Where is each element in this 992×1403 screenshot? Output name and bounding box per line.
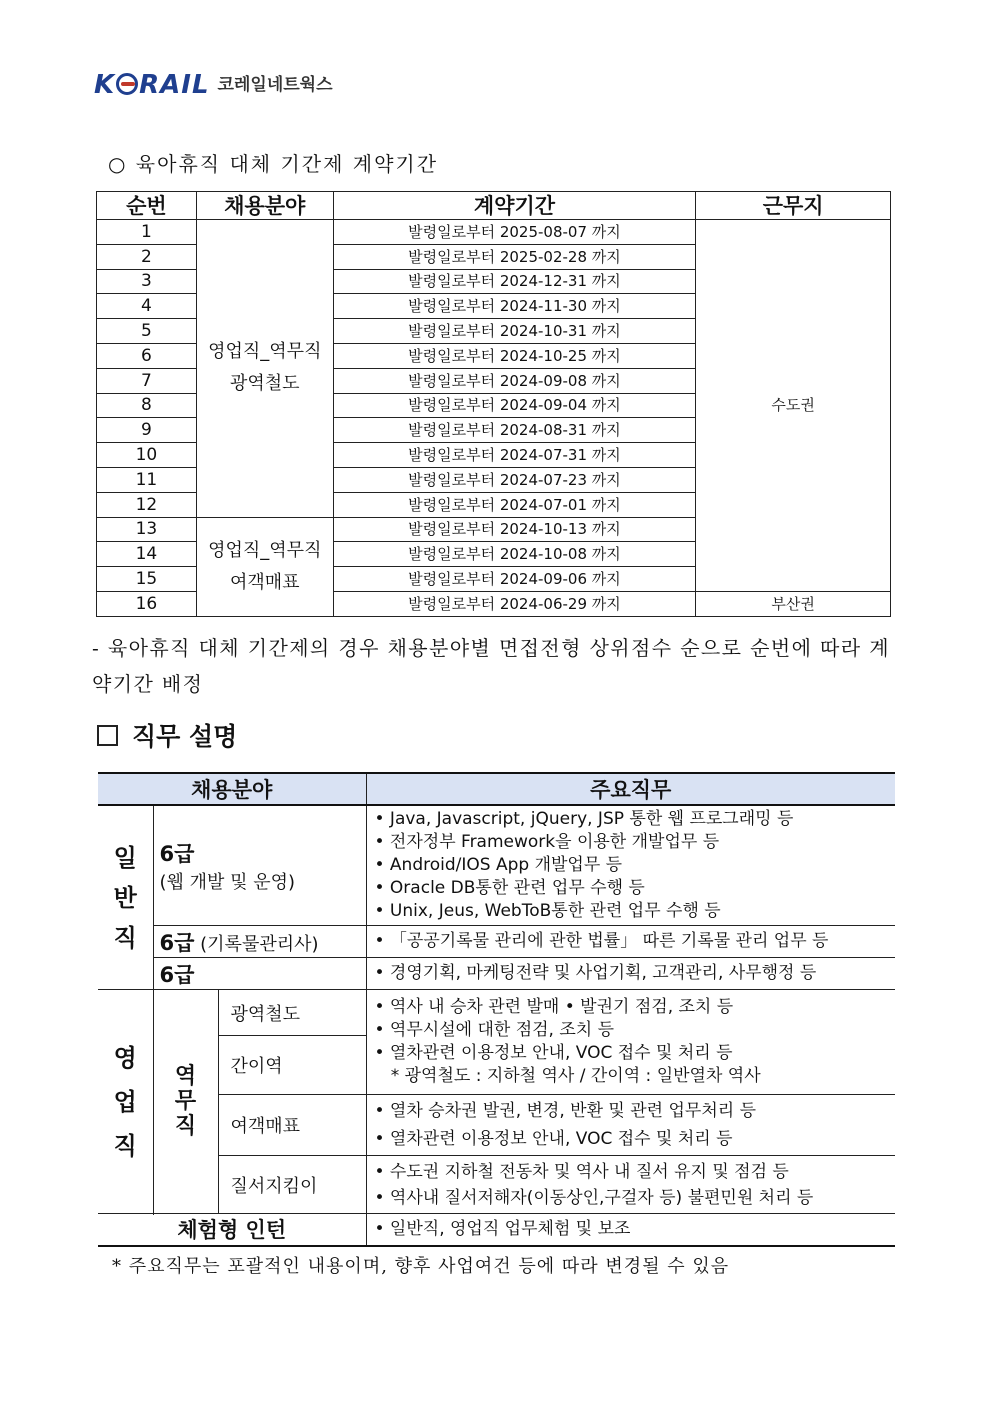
contract-period: 발령일로부터 2024-07-23 까지 bbox=[333, 467, 696, 492]
table-row bbox=[97, 220, 891, 245]
row-number: 16 bbox=[97, 591, 197, 616]
location-busan: 부산권 bbox=[696, 591, 891, 616]
col-header-field: 채용분야 bbox=[196, 192, 333, 220]
contract-period: 발령일로부터 2024-11-30 까지 bbox=[333, 294, 696, 319]
table-row bbox=[98, 990, 895, 1036]
ticketing-duties: • 열차 승차권 발권, 변경, 반환 및 관련 업무처리 등 • 열차관련 이용정보 안내, VOC 접수 및 처리 등 bbox=[366, 1095, 895, 1156]
contract-period: 발령일로부터 2024-10-08 까지 bbox=[333, 542, 696, 567]
general-records-duties: • 「공공기록물 관리에 관한 법률」 따른 기록물 관리 업무 등 bbox=[366, 926, 895, 958]
col-header-duties: 주요직무 bbox=[366, 773, 895, 805]
intern-label: 체험형 인턴 bbox=[98, 1214, 366, 1246]
footnote: * 주요직무는 포괄적인 내용이며, 향후 사업여건 등에 따라 변경될 수 있음 bbox=[112, 1256, 730, 1277]
row-number: 14 bbox=[97, 542, 197, 567]
table-row bbox=[98, 926, 895, 958]
metro-station-duties: • 역사 내 승차 관련 발매 • 발권기 점검, 조치 등 • 역무시설에 대한 점검, 조치 등 • 열차관련 이용정보 안내, VOC 접수 및 처리 등 * 광역철도 : 지하철 역사 / 간이역 : 일반열차 역사 bbox=[366, 990, 895, 1095]
logo-o-icon bbox=[116, 73, 138, 95]
table-row bbox=[98, 958, 895, 990]
contract-period: 발령일로부터 2025-02-28 까지 bbox=[333, 244, 696, 269]
row-number: 7 bbox=[97, 368, 197, 393]
contract-period: 발령일로부터 2025-08-07 까지 bbox=[333, 220, 696, 245]
company-logo bbox=[94, 70, 333, 100]
contract-period: 발령일로부터 2024-07-01 까지 bbox=[333, 492, 696, 517]
category-order-keeper: 질서지킴이 bbox=[218, 1156, 366, 1214]
row-number: 8 bbox=[97, 393, 197, 418]
col-header-no: 순번 bbox=[97, 192, 197, 220]
category-ticketing: 여객매표 bbox=[218, 1095, 366, 1156]
sales-job-label: 영 업 직 bbox=[98, 990, 153, 1214]
col-header-location: 근무지 bbox=[696, 192, 891, 220]
row-number: 5 bbox=[97, 319, 197, 344]
row-number: 15 bbox=[97, 567, 197, 592]
contract-period: 발령일로부터 2024-09-08 까지 bbox=[333, 368, 696, 393]
table-row bbox=[98, 1214, 895, 1246]
table-row bbox=[98, 1156, 895, 1214]
general-admin-duties: • 경영기획, 마케팅전략 및 사업기획, 고객관리, 사무행정 등 bbox=[366, 958, 895, 990]
contract-period-table bbox=[96, 191, 891, 617]
row-number: 2 bbox=[97, 244, 197, 269]
row-number: 10 bbox=[97, 443, 197, 468]
row-number: 4 bbox=[97, 294, 197, 319]
col-header-field: 채용분야 bbox=[98, 773, 366, 805]
job-section-title-text: 직무 설명 bbox=[132, 722, 238, 751]
contract-period: 발령일로부터 2024-08-31 까지 bbox=[333, 418, 696, 443]
contract-section-title: ○ 육아휴직 대체 기간제 계약기간 bbox=[108, 152, 439, 176]
category-metro-rail: 광역철도 bbox=[218, 990, 366, 1036]
table-row bbox=[98, 1095, 895, 1156]
korail-logo-mark: K RAIL bbox=[94, 70, 210, 100]
row-number: 13 bbox=[97, 517, 197, 542]
contract-period: 발령일로부터 2024-07-31 까지 bbox=[333, 443, 696, 468]
row-number: 1 bbox=[97, 220, 197, 245]
contract-period: 발령일로부터 2024-09-06 까지 bbox=[333, 567, 696, 592]
row-number: 3 bbox=[97, 269, 197, 294]
contract-period: 발령일로부터 2024-06-29 까지 bbox=[333, 591, 696, 616]
row-number: 9 bbox=[97, 418, 197, 443]
general-job-label: 일 반 직 bbox=[98, 805, 153, 990]
order-keeper-duties: • 수도권 지하철 전동차 및 역사 내 질서 유지 및 점검 등 • 역사내 질서저해자(이동상인,구걸자 등) 불편민원 처리 등 bbox=[366, 1156, 895, 1214]
general-grade-records: 6급 (기록물관리사) bbox=[153, 926, 366, 958]
company-name: 코레일네트웍스 bbox=[217, 75, 333, 95]
col-header-period: 계약기간 bbox=[333, 192, 696, 220]
job-description-table bbox=[98, 772, 895, 1247]
field-ticketing: 영업직_역무직 여객매표 bbox=[196, 517, 333, 616]
station-service-label: 역 무 직 bbox=[153, 990, 218, 1214]
general-grade-admin: 6급 bbox=[153, 958, 366, 990]
checkbox-square-icon bbox=[97, 725, 118, 746]
general-web-duties: • Java, Javascript, jQuery, JSP 통한 웹 프로그래밍 등 • 전자정부 Framework을 이용한 개발업무 등 • Android/IOS App 개발업무 등 • Oracle DB통한 관련 업무 수행 등 • Unix, Jeus, WebToB통한 관련 업무 수행 등 bbox=[366, 805, 895, 926]
intern-duties: • 일반직, 영업직 업무체험 및 보조 bbox=[366, 1214, 895, 1246]
job-section-title bbox=[97, 717, 237, 753]
location-metro: 수도권 bbox=[696, 220, 891, 592]
contract-period: 발령일로부터 2024-10-13 까지 bbox=[333, 517, 696, 542]
table-header-row bbox=[97, 192, 891, 220]
contract-period: 발령일로부터 2024-10-31 까지 bbox=[333, 319, 696, 344]
row-number: 12 bbox=[97, 492, 197, 517]
table-header-row bbox=[98, 773, 895, 805]
field-metro-rail: 영업직_역무직 광역철도 bbox=[196, 220, 333, 518]
row-number: 6 bbox=[97, 343, 197, 368]
general-grade-web: 6급 (웹 개발 및 운영) bbox=[153, 805, 366, 926]
table-row bbox=[98, 805, 895, 926]
contract-period: 발령일로부터 2024-10-25 까지 bbox=[333, 343, 696, 368]
contract-note: - 육아휴직 대체 기간제의 경우 채용분야별 면접전형 상위점수 순으로 순번에 따라 계약기간 배정 bbox=[92, 636, 890, 696]
row-number: 11 bbox=[97, 467, 197, 492]
contract-period: 발령일로부터 2024-12-31 까지 bbox=[333, 269, 696, 294]
category-small-station: 간이역 bbox=[218, 1036, 366, 1095]
contract-period: 발령일로부터 2024-09-04 까지 bbox=[333, 393, 696, 418]
